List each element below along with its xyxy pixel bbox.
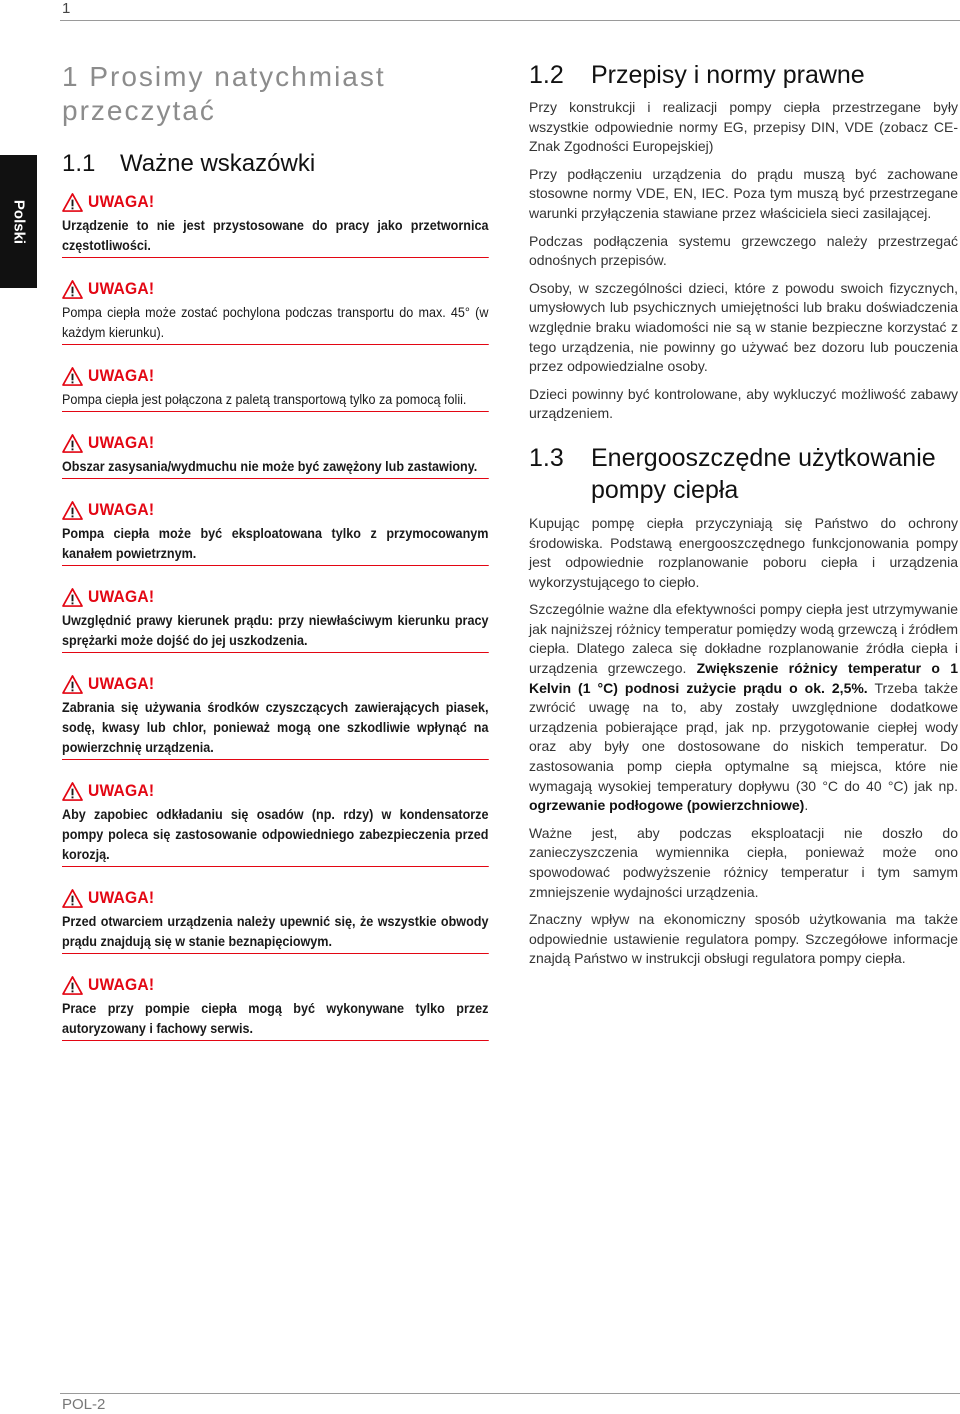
warning-block	[62, 279, 490, 345]
section-title-text: Przepisy i normy prawne	[591, 61, 865, 89]
warning-text: Urządzenie to nie jest przystosowane do pracy jako przetwornica częstotliwości.	[62, 216, 488, 258]
warning-text: Przed otwarciem urządzenia należy upewnić się, że wszystkie obwody prądu znajdują się w stanie beznapięciowym.	[62, 912, 488, 954]
warning-header	[62, 279, 490, 299]
warning-label: UWAGA!	[88, 279, 155, 298]
warning-text: Obszar zasysania/wydmuchu nie może być zawężony lub zastawiony.	[62, 457, 488, 479]
warning-text: Zabrania się używania środków czyszczących zawierających piasek, sodę, kwasy lub chlor, ponieważ mogą one szkodliwie wpłynąć na powierzchnię urządzenia.	[62, 698, 488, 760]
paragraph: Dzieci powinny być kontrolowane, aby wykluczyć możliwość zabawy urządzeniem.	[529, 385, 958, 422]
warning-list	[62, 192, 490, 1041]
paragraph-text: .	[804, 797, 809, 814]
section-title-text: Energooszczędne użytkowanie pompy ciepła	[591, 443, 936, 504]
paragraph-text: Szczególnie ważne dla efektywności pompy ciepła jest utrzymywanie jak najniższej różnicy temperatur pomiędzy wodą grzewczą i źródłem ciepła. Dlatego zaleca się dokładne rozplanowanie źródła ciepła i urządzenia grzewczego.	[529, 601, 958, 677]
warning-block	[62, 587, 490, 653]
warning-triangle-icon	[62, 501, 83, 520]
warning-triangle-icon	[62, 193, 83, 212]
warning-block	[62, 433, 490, 479]
warning-text: Pompa ciepła może zostać pochylona podczas transportu do max. 45° (w każdym kierunku).	[62, 303, 488, 345]
paragraph-text: Trzeba także zwrócić uwagę na to, aby zostały uwzględnione dodatkowe urządzenia pobierające prąd, jak np. przygotowanie ciepłej wody oraz aby były one dostosowane do niskich temperatur. Do zastosowania pomp ciepła optymalne są miejsca, które nie wymagają wysokiej temperatury dopływu (30 °C do 40 °C) jak np.	[529, 679, 959, 794]
warning-triangle-icon	[62, 976, 83, 995]
warning-block	[62, 674, 490, 760]
paragraph: Osoby, w szczególności dzieci, które z powodu swoich fizycznych, umysłowych lub psychicznych umiejętności lub braku doświadczenia względnie braku wiadomości nie są w stanie bezpieczne korzystać z tego urządzenia, nie powinny go używać bez dozoru lub pouczenia przez odpowiedzialne osoby.	[529, 279, 958, 375]
paragraph	[529, 600, 958, 816]
chapter-title: 1 Prosimy natychmiast przeczytać	[62, 61, 386, 126]
paragraph-bold-text: ogrzewanie podłogowe (powierzchniowe)	[529, 797, 805, 814]
section-number: 1.1	[62, 150, 96, 177]
paragraph: Kupując pompę ciepła przyczyniają się Państwo do ochrony środowiska. Podstawą energooszczędnego funkcjonowania pompy jest odpowiednie rozplanowanie poboru ciepła i urządzenia wykorzystującego to ciepło.	[529, 514, 958, 590]
paragraph: Podczas podłączenia systemu grzewczego należy przestrzegać odnośnych przepisów.	[529, 232, 958, 269]
right-column	[529, 60, 958, 977]
warning-label: UWAGA!	[88, 192, 155, 211]
warning-label: UWAGA!	[88, 587, 155, 606]
paragraph: Przy podłączeniu urządzenia do prądu muszą być zachowane stosowne normy VDE, EN, IEC. Poza tym muszą być przestrzegane warunki przyłączenia stawiane przez właściciela sieci zasilającej.	[529, 165, 958, 221]
left-column	[62, 60, 490, 1062]
warning-triangle-icon	[62, 675, 83, 694]
section-number: 1.3	[529, 443, 564, 472]
warning-label: UWAGA!	[88, 500, 155, 519]
warning-text: Aby zapobiec odkładaniu się osadów (np. rdzy) w kondensatorze pompy poleca się zastosowanie odpowiedniego zabezpieczenia przed korozją.	[62, 805, 488, 867]
section-1-2-title	[529, 60, 958, 90]
paragraph: Przy konstrukcji i realizacji pompy ciepła przestrzegane były wszystkie odpowiednie normy EG, przepisy DIN, VDE (zobacz CE-Znak Zgodności Europejskiej)	[529, 99, 958, 155]
header-chapter-number: 1	[62, 0, 71, 17]
section-1-3-title	[529, 442, 958, 506]
warning-header	[62, 587, 490, 607]
warning-block	[62, 366, 490, 412]
warning-label: UWAGA!	[88, 433, 155, 452]
warning-label: UWAGA!	[88, 781, 155, 800]
warning-header	[62, 366, 490, 386]
paragraph: Znaczny wpływ na ekonomiczny sposób użytkowania ma także odpowiednie ustawienie regulatora pompy. Szczegółowe informacje znajdą Państwo w instrukcji obsługi regulatora pompy ciepła.	[529, 911, 958, 967]
warning-triangle-icon	[62, 588, 83, 607]
section-1-1-title	[62, 150, 490, 178]
warning-header	[62, 888, 490, 908]
warning-triangle-icon	[62, 434, 83, 453]
warning-header	[62, 192, 490, 212]
warning-header	[62, 433, 490, 453]
warning-header	[62, 674, 490, 694]
warning-header	[62, 781, 490, 801]
warning-text: Prace przy pompie ciepła mogą być wykonywane tylko przez autoryzowany i fachowy serwis.	[62, 999, 488, 1041]
warning-block	[62, 781, 490, 867]
warning-header	[62, 500, 490, 520]
warning-triangle-icon	[62, 782, 83, 801]
page-number: POL-2	[62, 1396, 106, 1413]
warning-block	[62, 192, 490, 258]
warning-block	[62, 500, 490, 566]
header-rule	[60, 20, 960, 21]
warning-label: UWAGA!	[88, 975, 155, 994]
warning-triangle-icon	[62, 889, 83, 908]
warning-label: UWAGA!	[88, 674, 155, 693]
warning-block	[62, 888, 490, 954]
paragraph: Ważne jest, aby podczas eksploatacji nie doszło do zanieczyszczenia wymiennika ciepła, ponieważ może ono spowodować podwyższenie różnicy temperatur i tym samym zmniejszenie wydajności urządzenia.	[529, 824, 958, 900]
warning-header	[62, 975, 490, 995]
warning-triangle-icon	[62, 280, 83, 299]
paragraph-bold-text: Zwiększenie różnicy temperatur o 1 Kelvin (1 °C) podnosi zużycie prądu o ok. 2,5%.	[529, 660, 958, 696]
section-1-2-body	[529, 98, 958, 424]
warning-block	[62, 975, 490, 1041]
language-tab-label: Polski	[10, 199, 27, 244]
warning-text: Pompa ciepła jest połączona z paletą transportową tylko za pomocą folii.	[62, 390, 488, 412]
warning-text: Uwzględnić prawy kierunek prądu: przy niewłaściwym kierunku pracy sprężarki może dojść do jej uszkodzenia.	[62, 611, 488, 653]
warning-label: UWAGA!	[88, 366, 155, 385]
section-title-text: Ważne wskazówki	[120, 150, 316, 177]
language-tab	[0, 155, 37, 288]
warning-text: Pompa ciepła może być eksploatowana tylko z przymocowanym kanałem powietrznym.	[62, 524, 488, 566]
warning-triangle-icon	[62, 367, 83, 386]
warning-label: UWAGA!	[88, 888, 155, 907]
footer-rule	[60, 1393, 960, 1394]
section-number: 1.2	[529, 61, 564, 89]
